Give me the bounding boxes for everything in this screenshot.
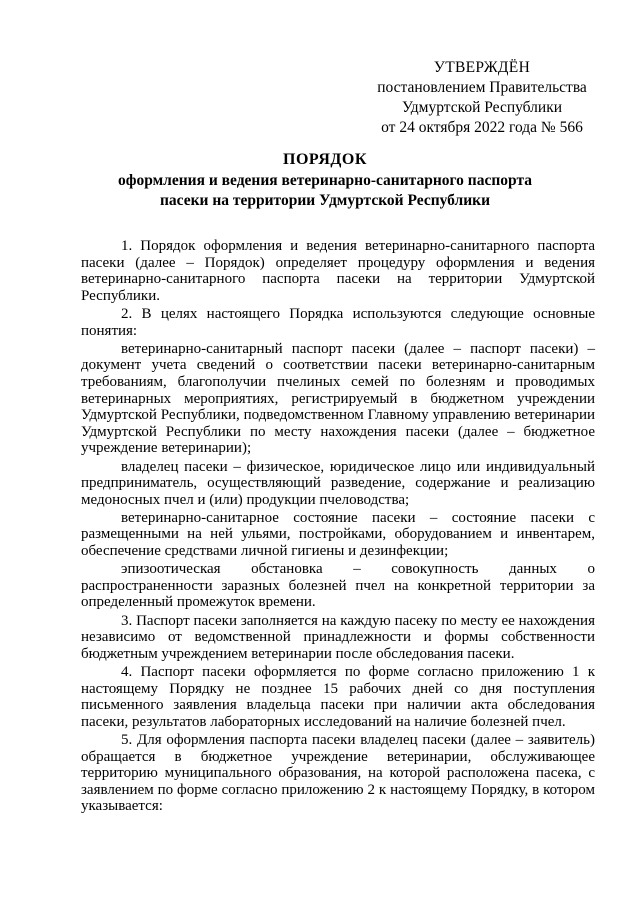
definition-epizootic: эпизоотическая обстановка – совокупность данных о распространенности заразных болезней пчел на конкретной территории за определенный промежуток времени. xyxy=(81,561,595,611)
approval-date-line: от 24 октября 2022 года № 566 xyxy=(381,119,583,136)
approval-stamp-block xyxy=(372,58,592,138)
approval-line: постановлением Правительства xyxy=(377,79,587,96)
paragraph-5: 5. Для оформления паспорта пасеки владелец пасеки (далее – заявитель) обращается в бюджетное учреждение ветеринарии, обслуживающее территорию муниципального образования, на которой расположена пасека, с заявлением по форме согласно приложению 2 к настоящему Порядку, в котором указывается: xyxy=(81,731,595,815)
definition-owner: владелец пасеки – физическое, юридическое лицо или индивидуальный предприниматель, осуществляющий разведение, содержание и реализацию медоносных пчел и (или) продукции пчеловодства; xyxy=(81,458,595,508)
paragraph-3: 3. Паспорт пасеки заполняется на каждую пасеку по месту ее нахождения независимо от ведомственной принадлежности и формы собственности бюджетным учреждением ветеринарии после обследования пасеки. xyxy=(81,612,595,662)
paragraph-1: 1. Порядок оформления и ведения ветеринарно-санитарного паспорта пасеки (далее – Порядок) определяет процедуру оформления и ведения ветеринарно-санитарного паспорта пасеки на территории Удмуртской Республики. xyxy=(81,238,595,304)
approval-heading: УТВЕРЖДЁН xyxy=(433,59,531,76)
paragraph-2: 2. В целях настоящего Порядка используются следующие основные понятия: xyxy=(81,305,595,339)
document-title xyxy=(60,150,590,211)
definition-passport: ветеринарно-санитарный паспорт пасеки (далее – паспорт пасеки) – документ учета сведений о соответствии пасеки ветеринарно-санитарным требованиям, благополучии пчелиных семей по болезням и проводимых ветеринарных мероприятиях, регистрируемый в бюджетном учреждении Удмуртской Республики, подведомственном Главному управлению ветеринарии Удмуртской Республики по месту нахождения пасеки (далее – бюджетное учреждение ветеринарии); xyxy=(81,340,595,457)
title-subtitle-line: оформления и ведения ветеринарно-санитарного паспорта xyxy=(117,172,533,189)
approval-line: Удмуртской Республики xyxy=(401,99,563,116)
title-main: ПОРЯДОК xyxy=(283,151,367,168)
paragraph-4: 4. Паспорт пасеки оформляется по форме согласно приложению 1 к настоящему Порядку не позднее 15 рабочих дней со дня поступления письменного заявления владельца пасеки при наличии акта обследования пасеки, результатов лабораторных исследований на наличие болезней пчел. xyxy=(81,664,595,730)
title-subtitle-line: пасеки на территории Удмуртской Республики xyxy=(159,192,491,209)
definition-sanitary-state: ветеринарно-санитарное состояние пасеки – состояние пасеки с размещенными на ней ульями, постройками, оборудованием и инвентарем, обеспечение средствами личной гигиены и дезинфекции; xyxy=(81,509,595,560)
document-body xyxy=(81,238,595,817)
